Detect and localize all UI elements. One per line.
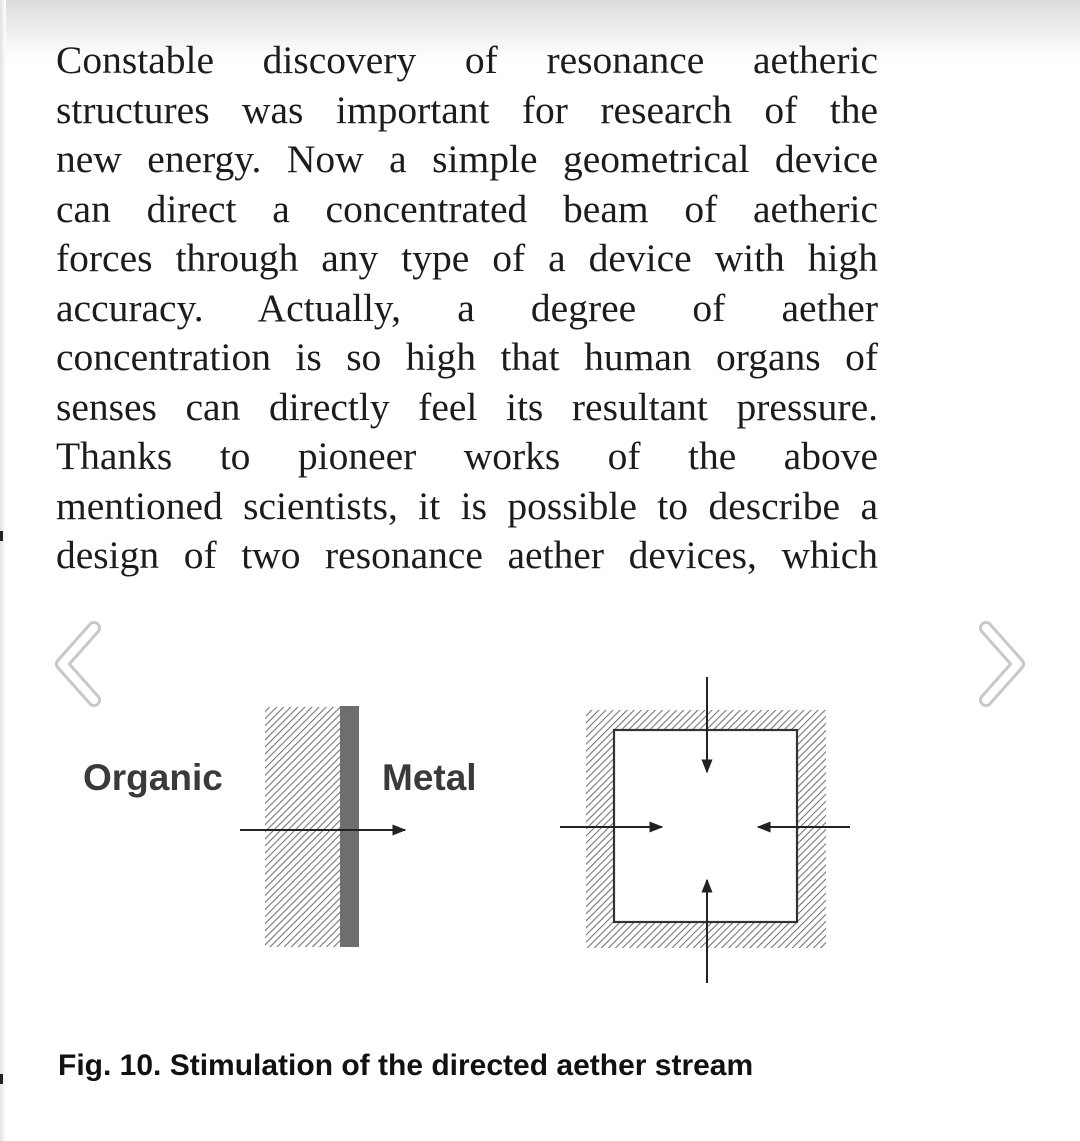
page-edge — [0, 0, 6, 1141]
resonance-frame — [586, 710, 826, 948]
text-line: design of two resonance aether devices, which — [56, 533, 878, 577]
text-line: structures was important for research of the — [56, 87, 878, 132]
text-line: accuracy. Actually, a degree of aether — [56, 285, 878, 330]
text-line: senses can directly feel its resultant pressure. — [56, 384, 878, 429]
resonance-chamber — [614, 730, 797, 922]
text-line: can direct a concentrated beam of aetheric — [56, 186, 878, 231]
text-line: concentration is so high that human organs of — [56, 335, 878, 379]
text-line: mentioned scientists, it is possible to describe a — [56, 483, 878, 528]
organic-layer — [265, 707, 341, 947]
book-text — [56, 36, 878, 581]
edge-tick — [0, 1074, 3, 1084]
text-line: forces through any type of a device with high — [56, 236, 878, 280]
edge-tick — [0, 531, 3, 541]
organic-label: Organic — [83, 757, 223, 798]
chevron-right-icon — [970, 618, 1034, 710]
previous-page-button[interactable] — [50, 618, 114, 710]
chevron-left-icon — [50, 618, 114, 710]
text-line: new energy. Now a simple geometrical device — [56, 137, 878, 181]
text-line: Constable discovery of resonance aetheric — [56, 38, 878, 82]
text-line: Thanks to pioneer works of the above — [56, 434, 878, 478]
next-page-button[interactable] — [970, 618, 1034, 710]
figure-caption: Fig. 10. Stimulation of the directed aether stream — [58, 1049, 754, 1082]
metal-label: Metal — [382, 757, 477, 798]
metal-plate — [340, 706, 359, 947]
